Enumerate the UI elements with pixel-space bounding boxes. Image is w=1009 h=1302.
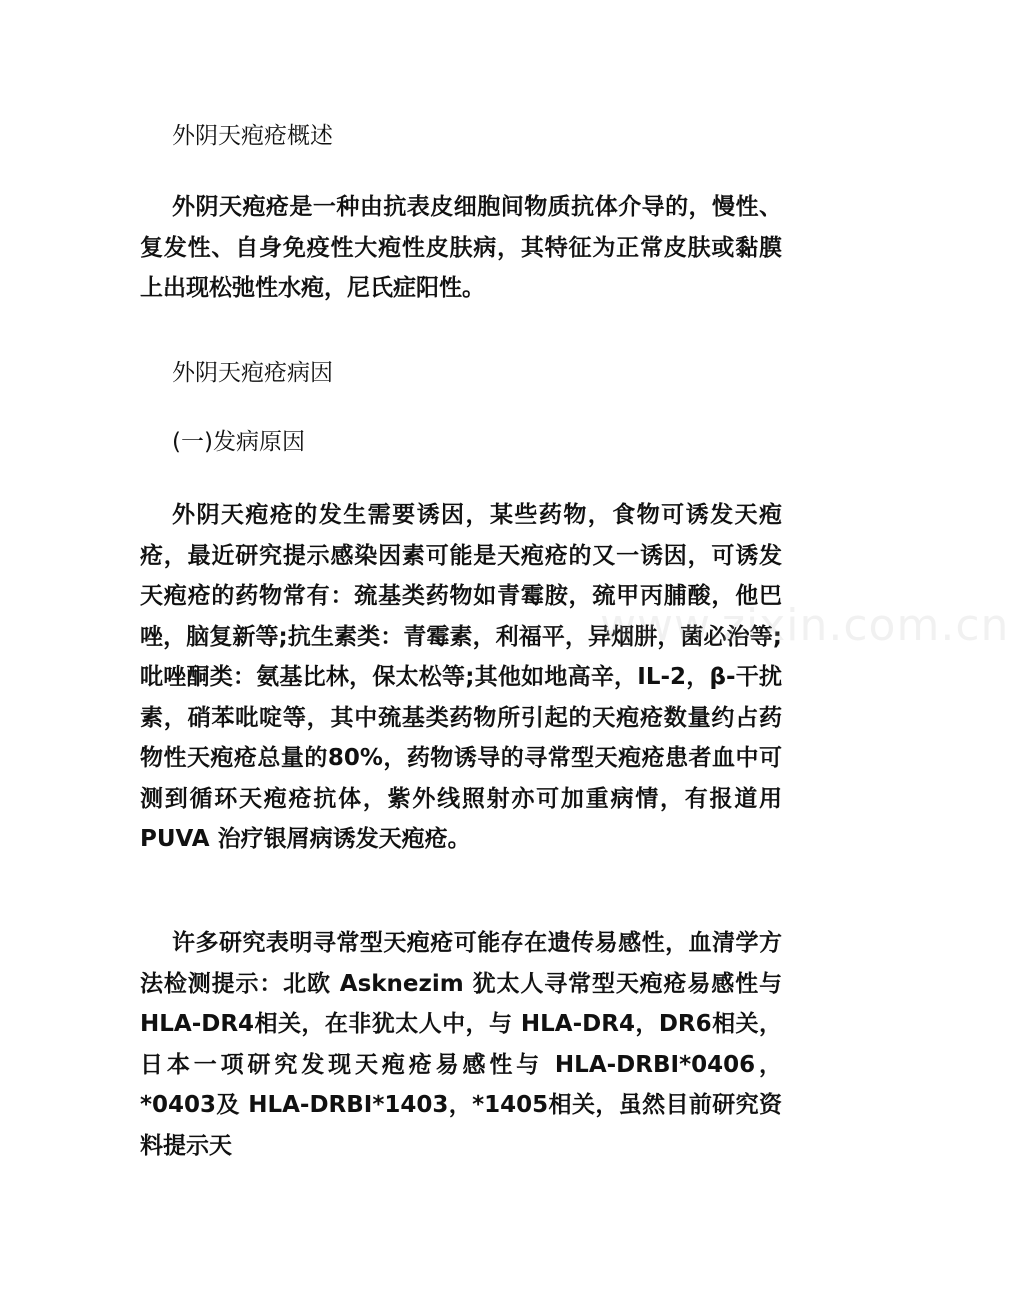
paragraph-drug-induction: 外阴天疱疮的发生需要诱因，某些药物，食物可诱发天疱疮，最近研究提示感染因素可能是天疱疮的又一诱因，可诱发天疱疮的药物常有：巯基类药物如青霉胺，巯甲丙脯酸，他巴唑，脑复新等;抗生素类：青霉素，利福平，异烟肼，菌必治等;吡唑酮类：氨基比林，保太松等;其他如地高辛，IL-2，β-干扰素，硝苯吡啶等，其中巯基类药物所引起的天疱疮数量约占药物性天疱疮总量的80%，药物诱导的寻常型天疱疮患者血中可测到循环天疱疮抗体，紫外线照射亦可加重病情，有报道用 PUVA 治疗银屑病诱发天疱疮。 xyxy=(140,502,782,852)
paragraph-overview: 外阴天疱疮是一种由抗表皮细胞间物质抗体介导的，慢性、复发性、自身免疫性大疱性皮肤病，其特征为正常皮肤或黏膜上出现松弛性水疱，尼氏症阳性。 xyxy=(140,194,782,301)
section-heading-overview: 外阴天疱疮概述 xyxy=(172,123,333,149)
subsection-heading-cause: (一)发病原因 xyxy=(172,429,305,455)
watermark-text: www.zixin.com.cn xyxy=(600,600,1009,651)
paragraph-genetics: 许多研究表明寻常型天疱疮可能存在遗传易感性，血清学方法检测提示：北欧 Asknezim 犹太人寻常型天疱疮易感性与 HLA-DR4相关，在非犹太人中，与 HLA-DR4，DR6相关，日本一项研究发现天疱疮易感性与 HLA-DRBI*0406，*0403及 HLA-DRBI*1403，*1405相关，虽然目前研究资料提示天 xyxy=(140,930,782,1159)
section-heading-etiology: 外阴天疱疮病因 xyxy=(172,360,333,386)
